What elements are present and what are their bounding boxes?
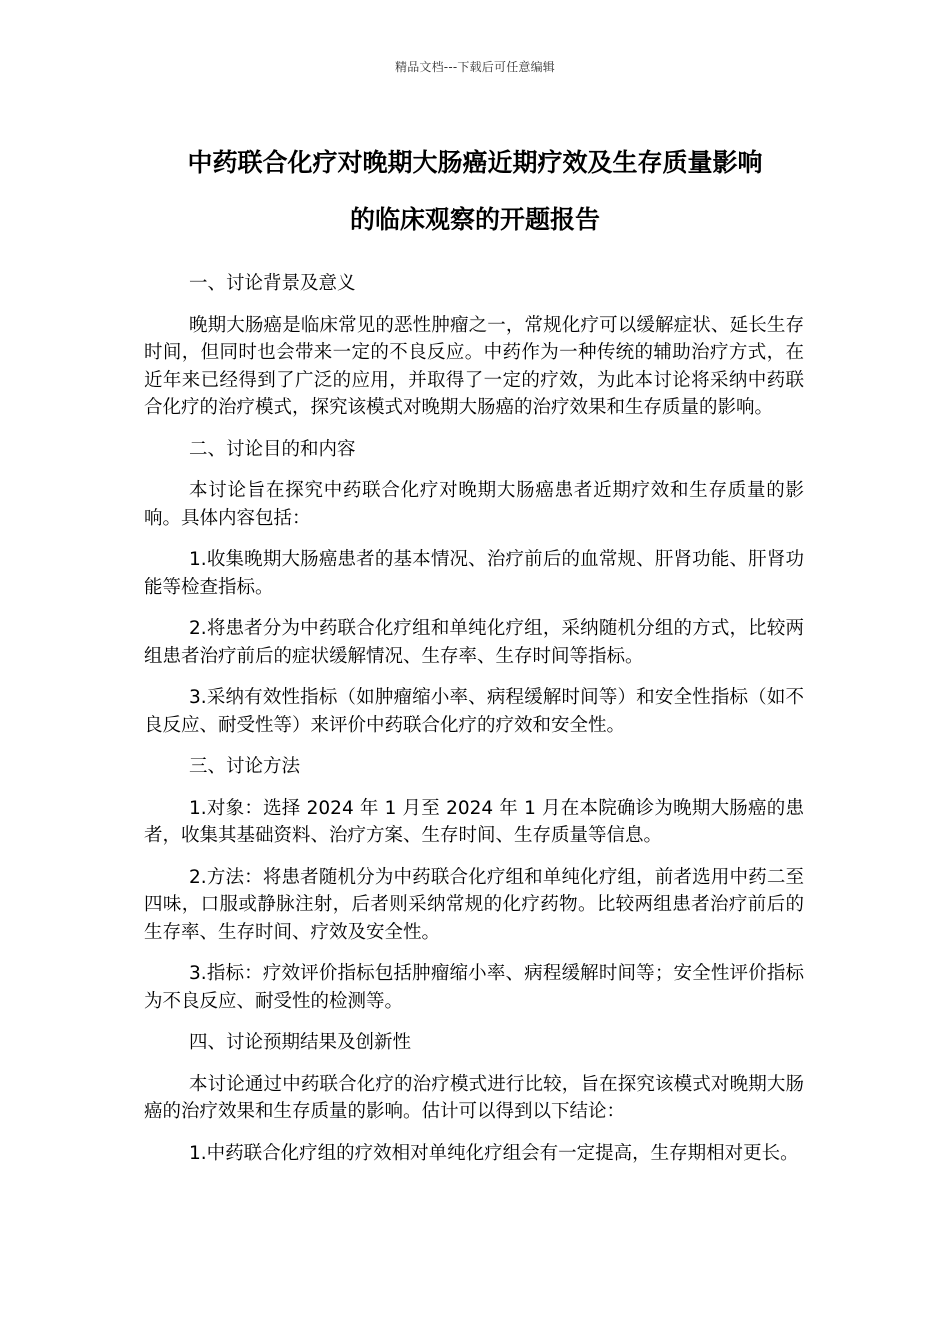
paragraph-expected-intro: 本讨论通过中药联合化疗的治疗模式进行比较，旨在探究该模式对晚期大肠癌的治疗效果和生存质量的影响。估计可以得到以下结论： xyxy=(144,1073,804,1122)
section-heading-background: 一、讨论背景及意义 xyxy=(189,273,356,294)
paragraph-methods-indicators: 3.指标：疗效评价指标包括肿瘤缩小率、病程缓解时间等；安全性评价指标为不良反应、耐受性的检测等。 xyxy=(144,963,804,1012)
document-body xyxy=(144,270,804,1181)
paragraph-background: 晚期大肠癌是临床常见的恶性肿瘤之一，常规化疗可以缓解症状、延长生存时间，但同时也会带来一定的不良反应。中药作为一种传统的辅助治疗方式，在近年来已经得到了广泛的应用，并取得了一定的疗效，为此本讨论将采纳中药联合化疗的治疗模式，探究该模式对晚期大肠癌的治疗效果和生存质量的影响。 xyxy=(144,314,804,418)
title-line-2: 的临床观察的开题报告 xyxy=(349,205,600,234)
paragraph-expected-item-1: 1.中药联合化疗组的疗效相对单纯化疗组会有一定提高，生存期相对更长。 xyxy=(189,1142,799,1164)
paragraph-purpose-intro: 本讨论旨在探究中药联合化疗对晚期大肠癌患者近期疗效和生存质量的影响。具体内容包括： xyxy=(144,480,804,529)
paragraph-methods-subjects: 1.对象：选择 2024 年 1 月至 2024 年 1 月在本院确诊为晚期大肠癌的患者，收集其基础资料、治疗方案、生存时间、生存质量等信息。 xyxy=(144,797,804,846)
section-heading-purpose: 二、讨论目的和内容 xyxy=(189,438,356,460)
section-heading-expected-results: 四、讨论预期结果及创新性 xyxy=(189,1032,412,1053)
paragraph-methods-approach: 2.方法：将患者随机分为中药联合化疗组和单纯化疗组，前者选用中药二至四味，口服或静脉注射，后者则采纳常规的化疗药物。比较两组患者治疗前后的生存率、生存时间、疗效及安全性。 xyxy=(144,866,804,943)
document-title xyxy=(120,134,830,248)
header-note: 精品文档---下载后可任意编辑 xyxy=(395,60,555,74)
section-heading-methods: 三、讨论方法 xyxy=(189,756,301,777)
title-line-1: 中药联合化疗对晚期大肠癌近期疗效及生存质量影响 xyxy=(187,148,763,177)
paragraph-purpose-item-1: 1.收集晚期大肠癌患者的基本情况、治疗前后的血常规、肝肾功能、肝肾功能等检查指标。 xyxy=(144,549,804,598)
paragraph-purpose-item-2: 2.将患者分为中药联合化疗组和单纯化疗组，采纳随机分组的方式，比较两组患者治疗前后的症状缓解情况、生存率、生存时间等指标。 xyxy=(144,618,804,667)
paragraph-purpose-item-3: 3.采纳有效性指标（如肿瘤缩小率、病程缓解时间等）和安全性指标（如不良反应、耐受性等）来评价中药联合化疗的疗效和安全性。 xyxy=(144,687,804,736)
